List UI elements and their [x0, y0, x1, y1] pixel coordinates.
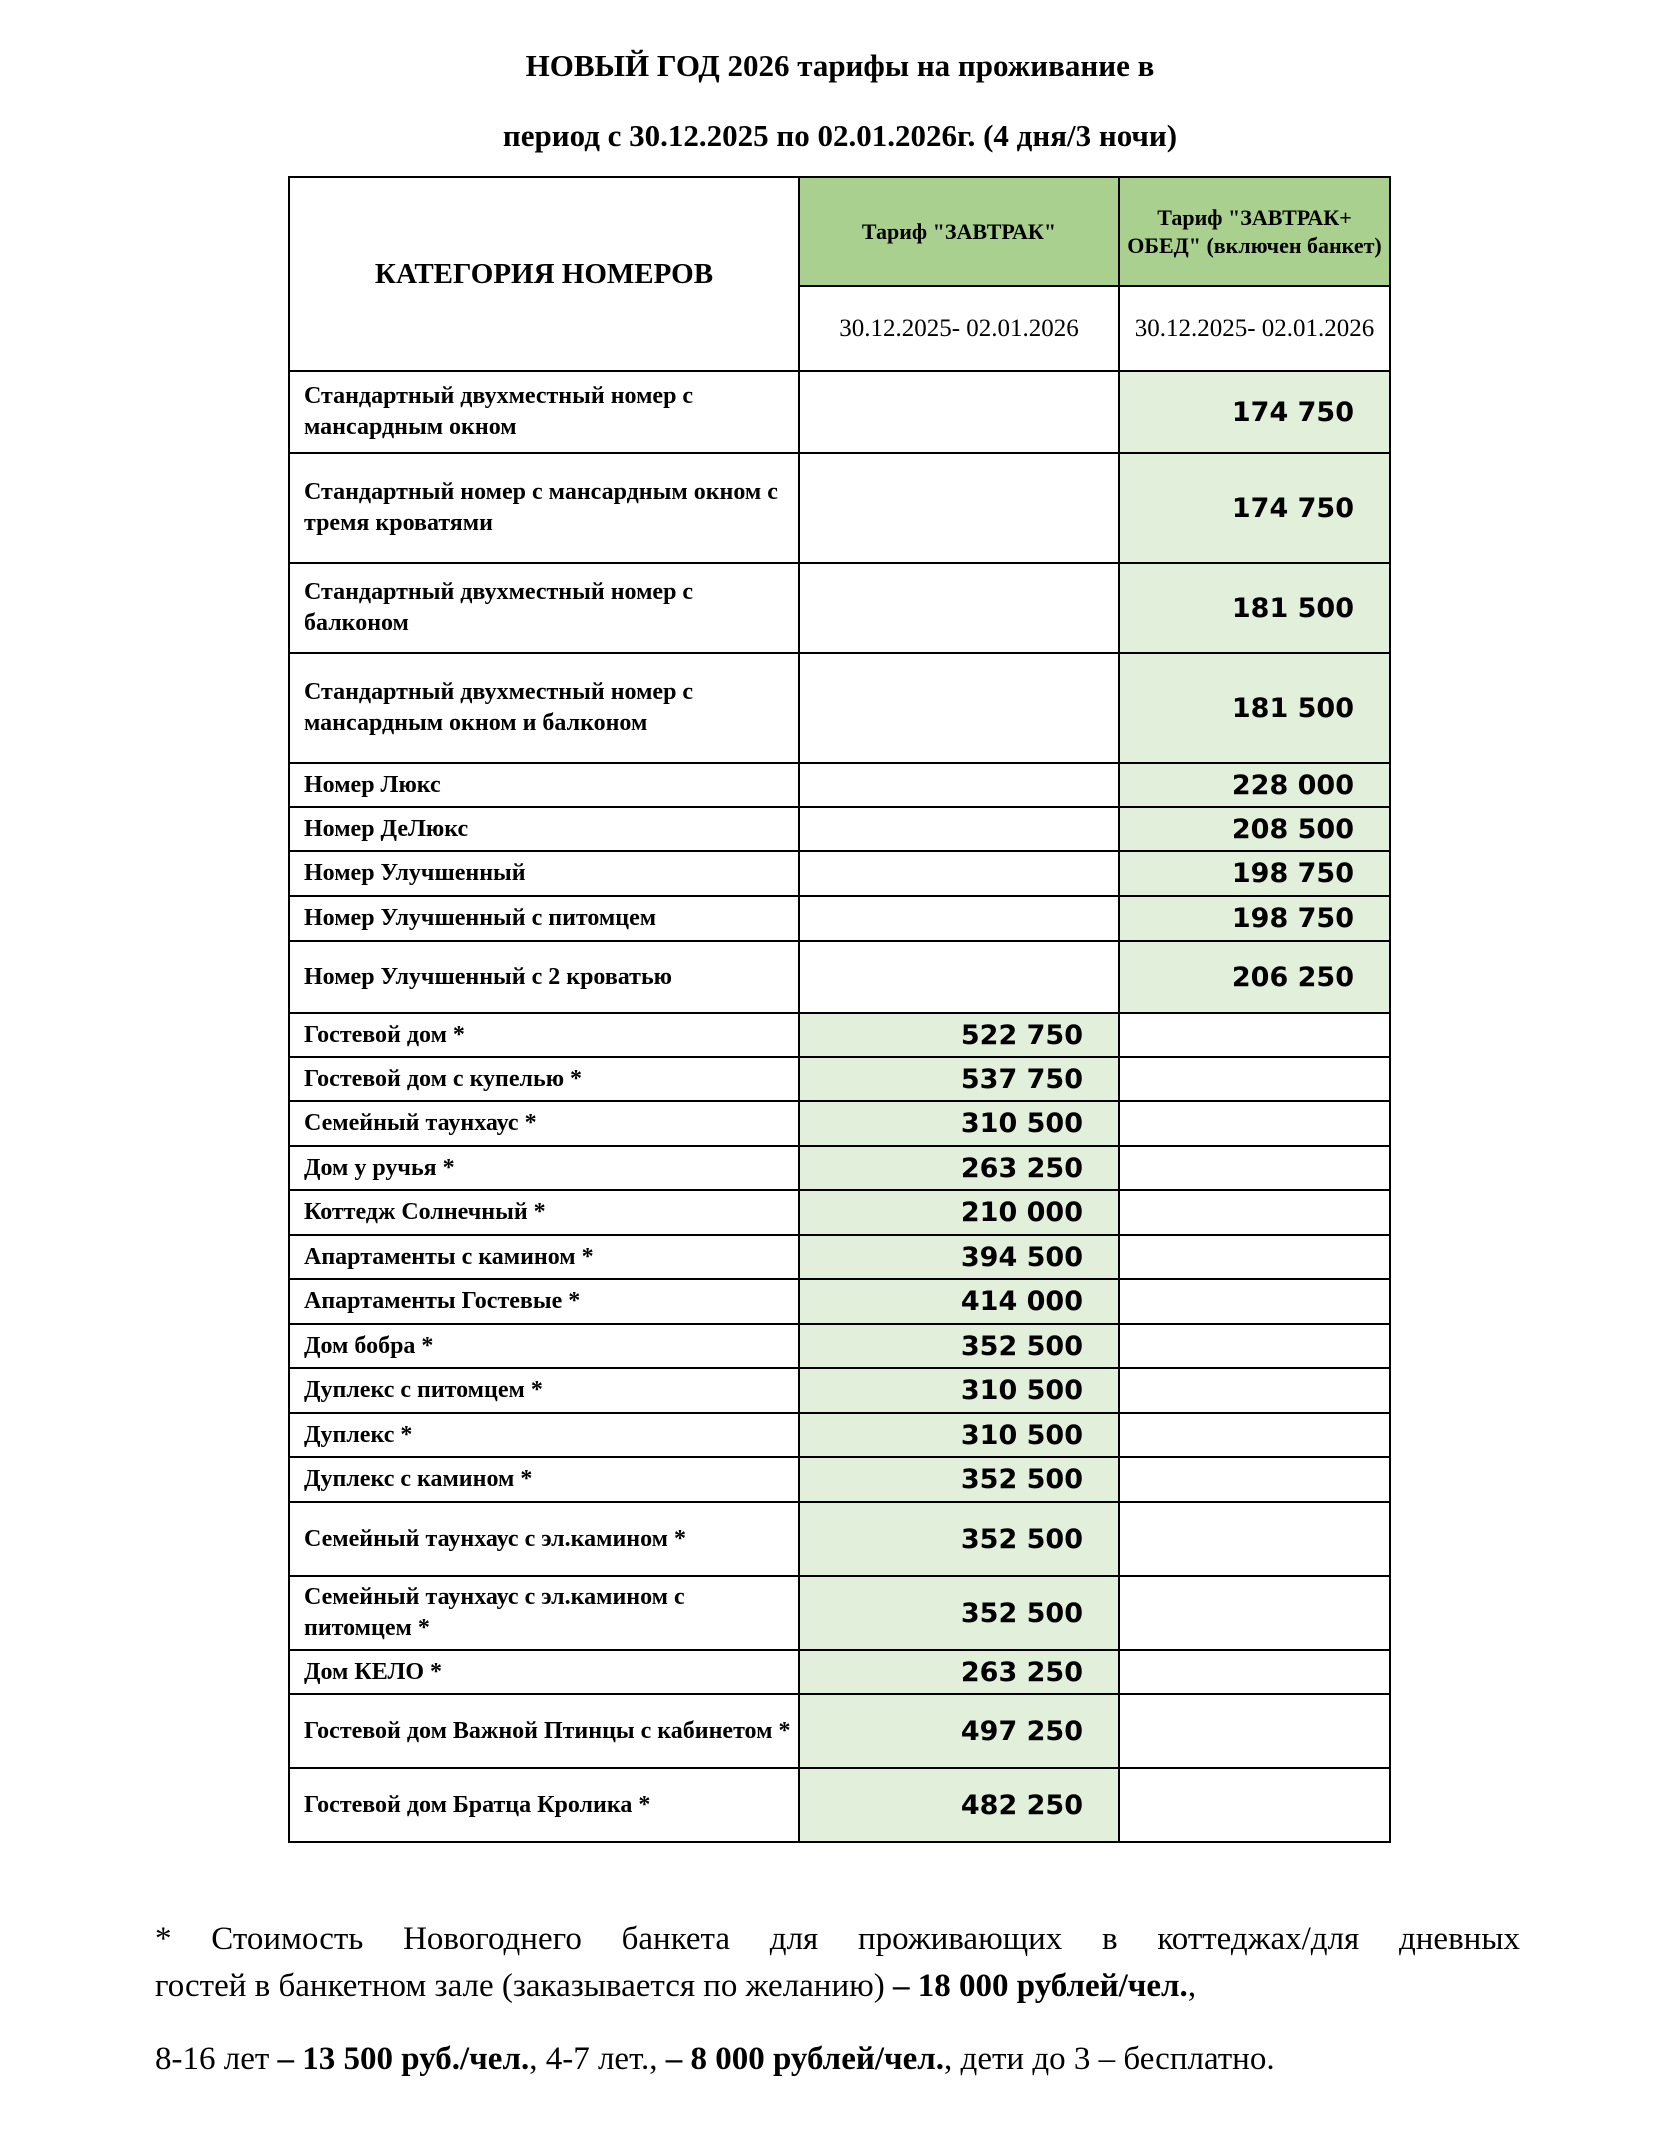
breakfast-lunch-price [1119, 1013, 1390, 1057]
table-row [289, 1146, 1390, 1190]
category-header: КАТЕГОРИЯ НОМЕРОВ [289, 177, 799, 371]
room-category: Дом КЕЛО * [289, 1650, 799, 1694]
breakfast-lunch-price [1119, 1101, 1390, 1146]
table-row [289, 371, 1390, 453]
room-category: Апартаменты Гостевые * [289, 1279, 799, 1324]
breakfast-lunch-price: 174 750 [1119, 371, 1390, 453]
breakfast-lunch-price: 206 250 [1119, 941, 1390, 1013]
room-category: Дом у ручья * [289, 1146, 799, 1190]
table-row [289, 1324, 1390, 1368]
page-title: НОВЫЙ ГОД 2026 тарифы на проживание в [525, 48, 1155, 83]
table-row [289, 763, 1390, 807]
room-category: Номер Люкс [289, 763, 799, 807]
tariff-breakfast-header: Тариф "ЗАВТРАК" [799, 177, 1119, 286]
room-category: Стандартный двухместный номер с мансардным окном и балконом [289, 653, 799, 763]
table-row [289, 1101, 1390, 1146]
table-row [289, 1457, 1390, 1502]
table-row [289, 1650, 1390, 1694]
breakfast-lunch-price [1119, 1768, 1390, 1842]
breakfast-lunch-price [1119, 1457, 1390, 1502]
breakfast-price [799, 851, 1119, 896]
room-category: Дом бобра * [289, 1324, 799, 1368]
rates-table [288, 176, 1391, 1843]
table-row [289, 941, 1390, 1013]
breakfast-price: 310 500 [799, 1368, 1119, 1413]
breakfast-price: 310 500 [799, 1413, 1119, 1457]
note-text: , [1187, 1968, 1197, 2004]
room-category: Стандартный двухместный номер с балконом [289, 563, 799, 653]
breakfast-lunch-price [1119, 1368, 1390, 1413]
table-row [289, 453, 1390, 563]
breakfast-price: 352 500 [799, 1324, 1119, 1368]
breakfast-lunch-price: 228 000 [1119, 763, 1390, 807]
page-subtitle: период с 30.12.2025 по 02.01.2026г. (4 дня/3 ночи) [502, 118, 1178, 153]
breakfast-lunch-price: 208 500 [1119, 807, 1390, 851]
breakfast-price [799, 371, 1119, 453]
table-row [289, 1576, 1390, 1650]
breakfast-price [799, 896, 1119, 941]
breakfast-price: 482 250 [799, 1768, 1119, 1842]
breakfast-lunch-price: 174 750 [1119, 453, 1390, 563]
room-category: Гостевой дом Важной Птинцы с кабинетом * [289, 1694, 799, 1768]
breakfast-price: 537 750 [799, 1057, 1119, 1101]
breakfast-price [799, 763, 1119, 807]
table-row [289, 1057, 1390, 1101]
breakfast-lunch-price [1119, 1057, 1390, 1101]
table-row [289, 896, 1390, 941]
note-text: 8-16 лет [155, 2041, 278, 2077]
breakfast-lunch-price [1119, 1324, 1390, 1368]
table-row [289, 1694, 1390, 1768]
note-text: , 4-7 лет., [529, 2041, 666, 2077]
child-price: – 8 000 рублей/чел. [665, 2041, 945, 2077]
breakfast-price: 497 250 [799, 1694, 1119, 1768]
breakfast-lunch-price [1119, 1694, 1390, 1768]
breakfast-lunch-price [1119, 1413, 1390, 1457]
table-row [289, 1013, 1390, 1057]
table-row [289, 563, 1390, 653]
breakfast-lunch-price [1119, 1190, 1390, 1235]
breakfast-lunch-price [1119, 1146, 1390, 1190]
room-category: Семейный таунхаус * [289, 1101, 799, 1146]
room-category: Гостевой дом с купелью * [289, 1057, 799, 1101]
table-row [289, 1368, 1390, 1413]
breakfast-lunch-price [1119, 1235, 1390, 1279]
breakfast-lunch-price: 181 500 [1119, 563, 1390, 653]
table-row [289, 851, 1390, 896]
breakfast-price: 352 500 [799, 1502, 1119, 1576]
tariff-breakfast-lunch-header: Тариф "ЗАВТРАК+ ОБЕД" (включен банкет) [1119, 177, 1390, 286]
breakfast-price: 352 500 [799, 1576, 1119, 1650]
room-category: Коттедж Солнечный * [289, 1190, 799, 1235]
breakfast-lunch-price [1119, 1279, 1390, 1324]
room-category: Стандартный двухместный номер с мансардным окном [289, 371, 799, 453]
room-category: Апартаменты с камином * [289, 1235, 799, 1279]
banquet-note-line3 [155, 2036, 1520, 2083]
tariff-breakfast-dates: 30.12.2025- 02.01.2026 [799, 286, 1119, 371]
breakfast-price [799, 453, 1119, 563]
note-text: гостей в банкетном зале (заказывается по желанию) [155, 1968, 894, 2004]
breakfast-price [799, 807, 1119, 851]
breakfast-price: 414 000 [799, 1279, 1119, 1324]
breakfast-lunch-price: 198 750 [1119, 896, 1390, 941]
breakfast-price: 210 000 [799, 1190, 1119, 1235]
table-row [289, 1768, 1390, 1842]
breakfast-price: 310 500 [799, 1101, 1119, 1146]
breakfast-lunch-price: 181 500 [1119, 653, 1390, 763]
room-category: Номер Улучшенный с 2 кроватью [289, 941, 799, 1013]
room-category: Гостевой дом * [289, 1013, 799, 1057]
room-category: Номер Улучшенный с питомцем [289, 896, 799, 941]
banquet-note-line1: * Стоимость Новогоднего банкета для проживающих в коттеджах/для дневных [155, 1921, 1520, 1957]
breakfast-lunch-price [1119, 1576, 1390, 1650]
table-row [289, 1502, 1390, 1576]
breakfast-price: 352 500 [799, 1457, 1119, 1502]
table-row [289, 1235, 1390, 1279]
breakfast-price [799, 653, 1119, 763]
table-row [289, 1413, 1390, 1457]
table-row [289, 807, 1390, 851]
table-row [289, 653, 1390, 763]
room-category: Семейный таунхаус с эл.камином с питомцем * [289, 1576, 799, 1650]
breakfast-price: 522 750 [799, 1013, 1119, 1057]
room-category: Дуплекс * [289, 1413, 799, 1457]
breakfast-price: 263 250 [799, 1650, 1119, 1694]
room-category: Номер Улучшенный [289, 851, 799, 896]
breakfast-lunch-price [1119, 1650, 1390, 1694]
room-category: Семейный таунхаус с эл.камином * [289, 1502, 799, 1576]
breakfast-price [799, 941, 1119, 1013]
breakfast-lunch-price [1119, 1502, 1390, 1576]
breakfast-price: 263 250 [799, 1146, 1119, 1190]
table-row [289, 1279, 1390, 1324]
table-row [289, 1190, 1390, 1235]
adult-price: – 18 000 рублей/чел. [893, 1968, 1188, 2004]
note-text: , дети до 3 – бесплатно. [944, 2041, 1275, 2077]
room-category: Гостевой дом Братца Кролика * [289, 1768, 799, 1842]
room-category: Дуплекс с камином * [289, 1457, 799, 1502]
breakfast-price: 394 500 [799, 1235, 1119, 1279]
breakfast-lunch-price: 198 750 [1119, 851, 1390, 896]
teen-price: – 13 500 руб./чел. [277, 2041, 530, 2077]
room-category: Номер ДеЛюкс [289, 807, 799, 851]
room-category: Стандартный номер с мансардным окном с тремя кроватями [289, 453, 799, 563]
room-category: Дуплекс с питомцем * [289, 1368, 799, 1413]
breakfast-price [799, 563, 1119, 653]
banquet-note-line2 [155, 1963, 1520, 2010]
tariff-breakfast-lunch-dates: 30.12.2025- 02.01.2026 [1119, 286, 1390, 371]
